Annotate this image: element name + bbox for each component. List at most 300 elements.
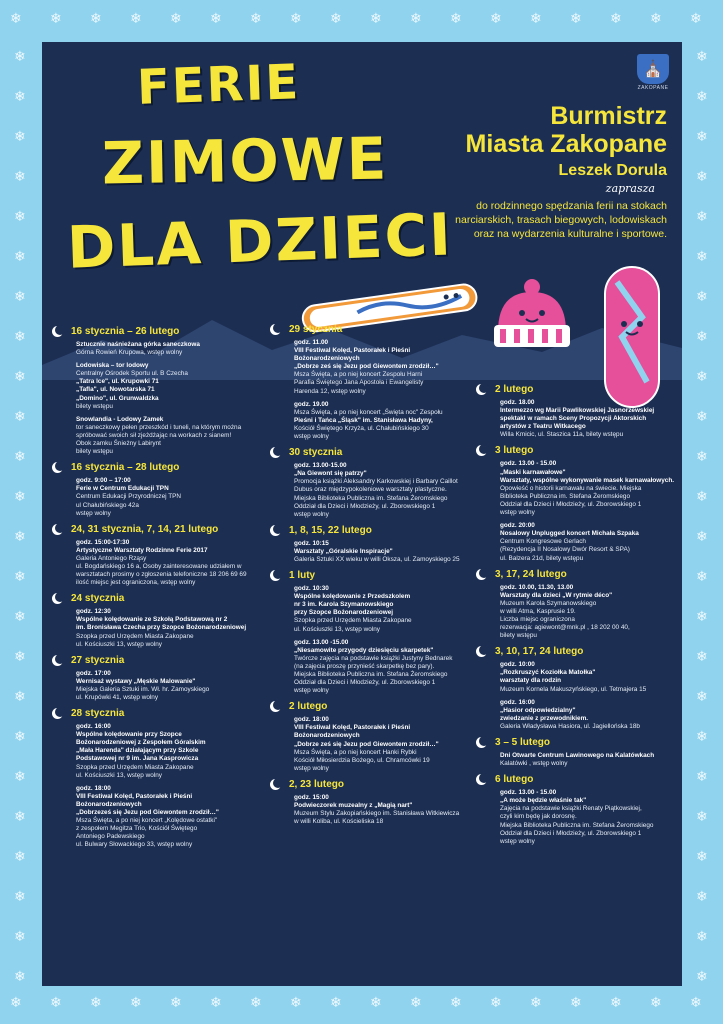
event-entry xyxy=(500,789,682,846)
date-heading: 16 stycznia – 26 lutego xyxy=(52,326,267,337)
event-line: Msza Święta, a po niej koncert „Kolędowe ostatki" xyxy=(76,817,218,825)
event-entry xyxy=(500,522,682,562)
intro-text xyxy=(347,199,667,241)
snowflake-icon: ❄ xyxy=(696,729,708,745)
date-heading: 16 stycznia – 28 lutego xyxy=(52,462,267,473)
snowflake-icon: ❄ xyxy=(250,11,262,27)
event-line: godz. 9:00 – 17:00 xyxy=(76,477,131,485)
event-entry xyxy=(294,462,480,519)
snowflake-icon: ❄ xyxy=(14,969,26,985)
events-column-3 xyxy=(476,378,682,851)
event-line: im. Bronisława Czecha przy Szopce Bożonarodzeniowej xyxy=(76,624,247,632)
snowflake-icon: ❄ xyxy=(14,129,26,145)
event-line: godz. 18.00 xyxy=(500,399,535,406)
snowflake-icon: ❄ xyxy=(14,689,26,705)
event-line: wstęp wolny xyxy=(76,509,111,517)
moon-icon xyxy=(270,447,281,458)
event-line: Oddział dla Dzieci i Młodzieży, ul. Zborowskiego 1 xyxy=(294,502,436,510)
moon-icon xyxy=(476,569,487,580)
snowflake-icon: ❄ xyxy=(490,11,502,27)
title-line-1: FERIE xyxy=(136,54,302,116)
date-heading: 2 lutego xyxy=(476,384,682,395)
snowflake-icon: ❄ xyxy=(14,289,26,305)
event-line: Górna Rowień Krupowa, wstęp wolny xyxy=(76,349,183,357)
event-line: warsztatach prosimy o zgłoszenia telefoniczne 18 206 69 69 xyxy=(76,571,247,579)
event-line: Warsztaty, wspólne wykonywanie masek karnawałowych. xyxy=(500,476,675,484)
snowflake-icon: ❄ xyxy=(14,169,26,185)
snowflake-icon: ❄ xyxy=(250,995,262,1011)
event-line: Muzeum Stylu Zakopiańskiego im. Stanisława Witkiewicza xyxy=(294,810,460,818)
event-entry xyxy=(76,416,267,456)
date-heading: 24, 31 stycznia, 7, 14, 21 lutego xyxy=(52,524,267,535)
event-entry xyxy=(76,539,267,588)
event-line: „Hasior odpowiedzialny" xyxy=(500,706,576,714)
snowflake-icon: ❄ xyxy=(14,89,26,105)
event-line: Kościół Świętego Krzyża, ul. Chałubińskiego 30 xyxy=(294,424,429,432)
moon-icon xyxy=(52,708,63,719)
intro-line-3: oraz na wydarzenia kulturalne i sportowe. xyxy=(473,228,667,240)
event-line: Dni Otwarte Centrum Lawinowego na Kalatówkach xyxy=(500,752,655,759)
logo-label: ZAKOPANE xyxy=(637,85,669,91)
event-entry xyxy=(76,723,267,780)
burmistrz-line-2: Miasta Zakopane xyxy=(465,130,667,158)
event-line: Miejska Biblioteka Publiczna im. Stefana Żeromskiego xyxy=(294,671,448,678)
poster-panel xyxy=(42,42,682,986)
moon-icon xyxy=(52,524,63,535)
event-line: „Na Giewont się patrzy" xyxy=(294,470,367,478)
event-entry xyxy=(294,401,480,441)
event-line: Miejska Biblioteka Publiczna im. Stefana Żeromskiego xyxy=(294,494,448,502)
event-line: Wspólne kolędowanie przy Szopce xyxy=(76,731,182,739)
event-line: godz. 13.00 -15.00 xyxy=(294,638,349,646)
event-entry xyxy=(294,585,480,634)
date-heading: 1 luty xyxy=(270,570,480,581)
event-line: Bożonarodzeniowych xyxy=(294,732,360,740)
event-line: godz. 16:00 xyxy=(500,698,535,706)
date-heading: 3 lutego xyxy=(476,445,682,456)
date-heading: 2 lutego xyxy=(270,701,480,712)
event-line: godz. 18:00 xyxy=(294,716,329,724)
snowflake-icon: ❄ xyxy=(130,995,142,1011)
event-line: wstęp wolny xyxy=(294,687,329,695)
moon-icon xyxy=(270,701,281,712)
event-line: ilość miejsc jest ograniczona, wstęp wolny xyxy=(76,579,196,587)
event-line: wstęp wolny xyxy=(294,764,329,772)
event-line: ul. Krupówki 41, wstęp wolny xyxy=(76,694,159,701)
snowflake-icon: ❄ xyxy=(650,995,662,1011)
event-line: godz. 18:00 xyxy=(76,784,111,792)
event-line: Centralny Ośrodek Sportu ul. B Czecha xyxy=(76,370,188,378)
snowflake-icon: ❄ xyxy=(696,769,708,785)
snowflake-icon: ❄ xyxy=(370,11,382,27)
snowflake-icon: ❄ xyxy=(10,11,22,27)
snowflake-icon: ❄ xyxy=(10,995,22,1011)
moon-icon xyxy=(52,326,63,337)
snowflake-icon: ❄ xyxy=(690,995,702,1011)
event-line: „Dobrze ześ się Jezu pod Giewontem zrodził…" xyxy=(294,363,439,371)
snowflake-icon: ❄ xyxy=(14,649,26,665)
event-line: Bożonarodzeniowych xyxy=(76,800,142,808)
snowflake-icon: ❄ xyxy=(570,995,582,1011)
snowflake-icon: ❄ xyxy=(290,11,302,27)
event-line: Dubus oraz międzypokoleniowe warsztaty plastyczne. xyxy=(294,486,447,494)
event-line: wstęp wolny xyxy=(500,509,535,517)
moon-icon xyxy=(476,445,487,456)
event-line: Obok zamku Śnieżny Labirynt xyxy=(76,440,161,448)
event-entry xyxy=(294,639,480,696)
snowflake-icon: ❄ xyxy=(696,49,708,65)
event-line: „Niesamowite przygody dziesięciu skarpetek" xyxy=(294,646,434,654)
event-entry xyxy=(500,460,682,517)
event-line: z zespołem Megitza Trio, Kościół Świętego xyxy=(76,825,198,833)
snowflake-icon: ❄ xyxy=(696,89,708,105)
moon-icon xyxy=(476,646,487,657)
event-entry xyxy=(294,540,480,564)
event-line: Podstawowej nr 9 im. Jana Kasprowicza xyxy=(76,755,199,763)
event-entry xyxy=(294,716,480,773)
event-line: „Domino", ul. Grunwaldzka xyxy=(76,394,159,402)
snowflake-icon: ❄ xyxy=(696,449,708,465)
event-line: godz. 19.00 xyxy=(294,400,329,408)
snowflake-icon: ❄ xyxy=(490,995,502,1011)
snowflake-icon: ❄ xyxy=(14,729,26,745)
snowflake-icon: ❄ xyxy=(696,289,708,305)
event-line: (na zajęcia proszę przynieść skarpetkę bez pary). xyxy=(294,662,435,670)
snowflake-icon: ❄ xyxy=(14,489,26,505)
event-line: godz. 10:00 xyxy=(500,661,535,669)
winter-hat-illustration-icon xyxy=(490,277,575,357)
event-line: godz. 15:00 xyxy=(294,793,329,801)
moon-icon xyxy=(270,779,281,790)
snowflake-icon: ❄ xyxy=(690,11,702,27)
snowflake-icon: ❄ xyxy=(696,849,708,865)
event-line: „Tafla", ul. Nowotarska 71 xyxy=(76,386,155,394)
moon-icon xyxy=(476,774,487,785)
snowflake-icon: ❄ xyxy=(14,329,26,345)
invites-text: zaprasza xyxy=(605,182,655,195)
date-heading: 29 stycznia xyxy=(270,324,480,335)
event-line: (Rezydencja II Nosalowy Dwór Resort & SPA) xyxy=(500,546,630,554)
snowflake-icon: ❄ xyxy=(370,995,382,1011)
event-entry xyxy=(76,608,267,648)
event-line: ul. Kościuszki 13, wstęp wolny xyxy=(76,771,162,779)
event-line: nr 3 im. Karola Szymanowskiego xyxy=(294,601,394,609)
event-line: godz. 13.00 - 15.00 xyxy=(500,789,557,797)
snowflake-icon: ❄ xyxy=(450,995,462,1011)
event-line: Wspólne kolędowanie ze Szkołą Podstawową nr 2 xyxy=(76,616,228,624)
event-line: Warsztaty „Góralskie Inspiracje" xyxy=(294,547,393,555)
event-line: „A może będzie właśnie tak" xyxy=(500,797,587,805)
snowflake-icon: ❄ xyxy=(410,11,422,27)
moon-icon xyxy=(52,593,63,604)
event-line: bilety wstępu xyxy=(500,632,537,640)
snowflake-icon: ❄ xyxy=(330,11,342,27)
snowflake-icon: ❄ xyxy=(570,11,582,27)
snowflake-icon: ❄ xyxy=(210,995,222,1011)
snowflake-icon: ❄ xyxy=(696,209,708,225)
date-heading: 3, 10, 17, 24 lutego xyxy=(476,646,682,657)
event-entry xyxy=(76,362,267,411)
snowflake-icon: ❄ xyxy=(210,11,222,27)
intro-line-1: do rodzinnego spędzania ferii na stokach xyxy=(476,200,667,212)
event-line: „Maski karnawałowe" xyxy=(500,468,566,476)
event-entry xyxy=(500,752,682,768)
event-line: Twórcze zajęcia na podstawie książki Justyny Bednarek xyxy=(294,654,453,662)
snowflake-icon: ❄ xyxy=(14,569,26,585)
event-line: „Dobrzeześ się Jezu pod Giewontem zrodził…" xyxy=(76,809,219,817)
event-line: Centrum Edukacji Przyrodniczej TPN xyxy=(76,493,182,501)
event-line: VIII Festiwal Kolęd, Pastorałek i Pieśni xyxy=(76,792,193,800)
event-line: Muzeum Kornela Makuszyńskiego, ul. Tetmajera 15 xyxy=(500,685,647,693)
event-line: Kalatówki , wstęp wolny xyxy=(500,760,568,768)
snowflake-icon: ❄ xyxy=(696,889,708,905)
event-line: Centrum Kongresowe Gerlach xyxy=(500,538,586,546)
event-line: Bożonarodzeniowych xyxy=(294,355,360,363)
event-line: rezerwacja: agiewont@mnk.pl , 18 202 00 40, xyxy=(500,624,630,632)
event-line: Warsztaty dla dzieci „W rytmie déco" xyxy=(500,591,613,599)
snowflake-icon: ❄ xyxy=(14,809,26,825)
snowflake-icon: ❄ xyxy=(330,995,342,1011)
event-line: Szopka przed Urzędem Miasta Zakopane xyxy=(294,617,412,625)
event-line: godz. 17:00 xyxy=(76,669,111,677)
event-line: godz. 11.00 xyxy=(294,339,329,346)
event-line: Biblioteka Publiczna im. Stefana Żeromskiego xyxy=(500,492,631,500)
event-line: Willa Kmicic, ul. Staszica 11a, bilety wstępu xyxy=(500,431,624,439)
event-entry xyxy=(500,584,682,641)
moon-icon xyxy=(52,462,63,473)
event-line: Msza Święta, a po niej koncert Hanki Rybki xyxy=(294,748,417,756)
snowflake-icon: ❄ xyxy=(696,969,708,985)
date-heading: 1, 8, 15, 22 lutego xyxy=(270,525,480,536)
event-line: godz. 12:30 xyxy=(76,608,111,616)
event-line: godz. 10:30 xyxy=(294,585,329,593)
event-line: Galeria Władysława Hasiora, ul. Jagiellońska 18b xyxy=(500,722,640,730)
event-line: godz. 10.00, 11.30, 13.00 xyxy=(500,583,574,591)
snowflake-icon: ❄ xyxy=(14,49,26,65)
moon-icon xyxy=(476,737,487,748)
event-line: Msza Święta, a po niej koncert „Święta noc" Zespołu xyxy=(294,408,443,416)
event-line: Sztucznie naśnieżana górka saneczkowa xyxy=(76,341,200,348)
snowflake-icon: ❄ xyxy=(170,995,182,1011)
snowflake-icon: ❄ xyxy=(14,209,26,225)
event-line: wstęp wolny xyxy=(500,837,535,845)
snowflake-icon: ❄ xyxy=(610,995,622,1011)
snowflake-icon: ❄ xyxy=(696,529,708,545)
snowflake-icon: ❄ xyxy=(170,11,182,27)
burmistrz-line-1: Burmistrz xyxy=(550,102,667,130)
event-line: spróbować swoich sił zjeżdżając na workach z sianem! xyxy=(76,431,232,439)
event-line: Snowlandia - Lodowy Zamek xyxy=(76,415,164,423)
event-line: w willi Koliba, ul. Kościeliska 18 xyxy=(294,818,384,826)
event-line: Ferie w Centrum Edukacji TPN xyxy=(76,485,169,493)
event-line: Muzeum Karola Szymanowskiego xyxy=(500,599,597,607)
event-line: bilety wstępu xyxy=(76,448,113,456)
snowflake-icon: ❄ xyxy=(50,995,62,1011)
snowflake-icon: ❄ xyxy=(530,11,542,27)
event-line: Msza Święta, a po niej koncert Zespołu Harni xyxy=(294,371,423,379)
snowflake-icon: ❄ xyxy=(696,929,708,945)
event-line: Pieśni i Tańca „Śląsk" im. Stanisława Hadyny, xyxy=(294,416,433,424)
event-line: godz. 13.00 - 15.00 xyxy=(500,460,557,468)
snowflake-icon: ❄ xyxy=(696,129,708,145)
event-line: Lodowiska – tor lodowy xyxy=(76,362,149,370)
event-line: Oddział dla Dzieci i Młodzieży, ul. Zborowskiego 1 xyxy=(294,679,436,687)
snowflake-icon: ❄ xyxy=(696,569,708,585)
snowflake-icon: ❄ xyxy=(90,995,102,1011)
event-line: ul. Kościuszki 13, wstęp wolny xyxy=(76,640,162,648)
event-line: Oddział dla Dzieci i Młodzieży, ul. Zborowskiego 1 xyxy=(500,829,642,837)
snowflake-icon: ❄ xyxy=(14,249,26,265)
event-line: Zajęcia na podstawie książki Renaty Piątkowskiej, xyxy=(500,805,642,813)
snowflake-icon: ❄ xyxy=(90,11,102,27)
event-entry xyxy=(76,785,267,850)
event-line: Artystyczne Warsztaty Rodzinne Ferie 2017 xyxy=(76,546,208,554)
date-heading: 28 stycznia xyxy=(52,708,267,719)
event-line: Intermezzo wg Marii Pawlikowskiej Jasnorzewskiej xyxy=(500,407,655,415)
event-line: Harenda 12, wstęp wolny xyxy=(294,387,366,395)
snowflake-icon: ❄ xyxy=(14,849,26,865)
event-line: artystów z Teatru Witkacego xyxy=(500,423,586,431)
event-line: spektakl w ramach Sceny Propozycji Aktorskich xyxy=(500,415,647,423)
mayor-name: Leszek Dorula xyxy=(558,162,667,179)
snowflake-icon: ❄ xyxy=(696,489,708,505)
event-line: ul. Balzera 21d, bilety wstępu xyxy=(500,554,584,562)
snowflake-icon: ❄ xyxy=(14,769,26,785)
snowflake-icon: ❄ xyxy=(14,889,26,905)
title-line-2: ZIMOWE xyxy=(101,124,389,198)
snowflake-icon: ❄ xyxy=(14,929,26,945)
event-line: wstęp wolny xyxy=(294,433,329,441)
event-line: Podwieczorek muzealny z „Magią nart" xyxy=(294,802,413,810)
event-line: ul Chałubińskiego 42a xyxy=(76,501,139,509)
moon-icon xyxy=(270,525,281,536)
event-line: czyli kim będę jak dorosnę. xyxy=(500,813,577,821)
event-line: Opowieść o historii karnawału na świecie. Miejska xyxy=(500,484,642,492)
event-line: Szopka przed Urzędem Miasta Zakopane xyxy=(76,763,194,771)
snowflake-icon: ❄ xyxy=(650,11,662,27)
snowflake-icon: ❄ xyxy=(14,369,26,385)
event-line: godz. 13.00-15.00 xyxy=(294,462,347,470)
event-line: Nosalowy Unplugged koncert Michała Szpaka xyxy=(500,530,639,538)
event-line: wstęp wolny xyxy=(294,510,329,518)
event-line: godz. 20:00 xyxy=(500,522,535,530)
event-entry xyxy=(500,399,682,439)
snowflake-icon: ❄ xyxy=(696,329,708,345)
intro-line-2: narciarskich, trasach biegowych, lodowiskach xyxy=(455,214,667,226)
title-line-3: DLA DZIECI xyxy=(65,200,454,282)
event-line: w willi Atma, Kasprusie 19. xyxy=(500,607,576,615)
event-line: Parafia Świętego Jana Apostoła i Ewangelisty xyxy=(294,379,424,387)
date-heading: 24 stycznia xyxy=(52,593,267,604)
snowflake-icon: ❄ xyxy=(50,11,62,27)
event-entry xyxy=(76,670,267,702)
snowflake-icon: ❄ xyxy=(130,11,142,27)
snowflake-icon: ❄ xyxy=(696,649,708,665)
event-line: przy Szopce Bożonarodzeniowej xyxy=(294,609,394,617)
event-line: VIII Festiwal Kolęd, Pastorałek i Pieśni xyxy=(294,724,411,732)
snowflake-icon: ❄ xyxy=(450,11,462,27)
event-line: Miejska Biblioteka Publiczna im. Stefana Żeromskiego xyxy=(500,821,654,829)
event-line: Wernisaż wystawy „Męskie Malowanie" xyxy=(76,677,196,685)
event-line: Bożonarodzeniowej z Zespołem Góralskim xyxy=(76,739,206,747)
snowflake-icon: ❄ xyxy=(410,995,422,1011)
date-heading: 2, 23 lutego xyxy=(270,779,480,790)
snowflake-icon: ❄ xyxy=(696,249,708,265)
event-line: godz. 10:15 xyxy=(294,539,329,547)
event-line: warsztaty dla rodzin xyxy=(500,677,562,685)
snowflake-icon: ❄ xyxy=(14,409,26,425)
event-line: „Rozkruszyć Koziołka Matołka" xyxy=(500,669,596,677)
moon-icon xyxy=(476,384,487,395)
event-line: tor saneczkowy pełen przeszkód i tuneli, na którym można xyxy=(76,423,242,431)
events-column-1 xyxy=(52,320,267,855)
event-entry xyxy=(500,699,682,731)
snowflake-icon: ❄ xyxy=(14,609,26,625)
header-block xyxy=(347,102,667,241)
event-line: zwiedzanie z przewodnikiem. xyxy=(500,714,589,722)
date-heading: 27 stycznia xyxy=(52,655,267,666)
snowflake-icon: ❄ xyxy=(696,609,708,625)
event-line: ul. Kościuszki 13, wstęp wolny xyxy=(294,625,380,633)
snowflake-icon: ❄ xyxy=(696,409,708,425)
event-line: Antoniego Padewskiego xyxy=(76,833,145,841)
event-line: Miejska Galeria Sztuki im. Wł. hr. Zamoyskiego xyxy=(76,685,210,693)
event-line: bilety wstępu xyxy=(76,402,113,410)
event-entry xyxy=(76,341,267,357)
event-line: godz. 15:00-17:30 xyxy=(76,538,130,546)
event-line: ul. Bogdańskiego 16 a, Osoby zainteresowane udziałem w xyxy=(76,562,242,570)
event-line: Promocja książki Aleksandry Karkowskiej i Barbary Caillot xyxy=(294,478,458,486)
snowflake-icon: ❄ xyxy=(696,809,708,825)
event-line: „Dobrze ześ się Jezu pod Giewontem zrodził…" xyxy=(294,740,439,748)
date-heading: 3 – 5 lutego xyxy=(476,737,682,748)
snowflake-icon: ❄ xyxy=(14,529,26,545)
snowflake-icon: ❄ xyxy=(14,449,26,465)
event-line: ul. Bulwary Słowackiego 33, wstęp wolny xyxy=(76,841,193,849)
zakopane-logo xyxy=(637,54,669,92)
snowflake-icon: ❄ xyxy=(290,995,302,1011)
snowflake-icon: ❄ xyxy=(530,995,542,1011)
event-line: Galeria Antoniego Rząsy xyxy=(76,554,147,562)
snowflake-icon: ❄ xyxy=(696,689,708,705)
moon-icon xyxy=(270,324,281,335)
snowflake-icon: ❄ xyxy=(696,369,708,385)
event-line: Kościół Miłosierdzia Bożego, ul. Chramcówki 19 xyxy=(294,756,430,764)
moon-icon xyxy=(270,570,281,581)
coat-of-arms-icon: ⛪ xyxy=(637,54,669,84)
event-line: Liczba miejsc ograniczona xyxy=(500,615,575,623)
event-line: godz. 16:00 xyxy=(76,723,111,731)
date-heading: 6 lutego xyxy=(476,774,682,785)
event-entry xyxy=(294,339,480,396)
event-line: VIII Festiwal Kolęd, Pastorałek i Pieśni xyxy=(294,347,411,355)
event-line: Wspólne kolędowanie z Przedszkolem xyxy=(294,593,411,601)
event-entry xyxy=(76,477,267,517)
events-column-2 xyxy=(270,318,480,831)
date-heading: 3, 17, 24 lutego xyxy=(476,569,682,580)
event-line: Szopka przed Urzędem Miasta Zakopane xyxy=(76,632,194,640)
event-entry xyxy=(500,661,682,693)
snowflake-icon: ❄ xyxy=(696,169,708,185)
date-heading: 30 stycznia xyxy=(270,447,480,458)
event-line: Oddział dla Dzieci i Młodzieży, ul. Zborowskiego 1 xyxy=(500,500,642,508)
snowflake-icon: ❄ xyxy=(610,11,622,27)
event-line: „Mała Harenda" działającym przy Szkole xyxy=(76,747,199,755)
event-line: „Tatra Ice", ul. Krupowki 71 xyxy=(76,378,159,386)
event-line: Galeria Sztuki XX wieku w willi Oksza, ul. Zamoyskiego 25 xyxy=(294,555,460,563)
moon-icon xyxy=(52,655,63,666)
event-entry xyxy=(294,794,480,826)
